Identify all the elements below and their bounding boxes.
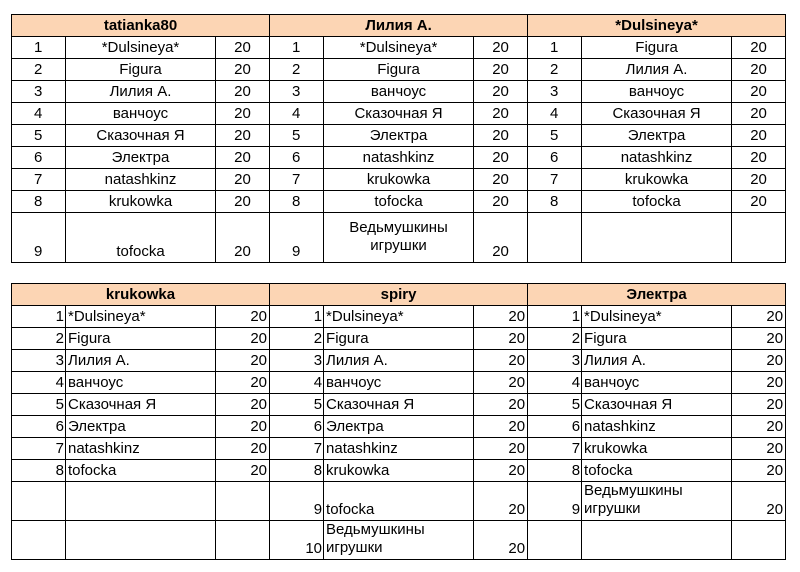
score: 20 xyxy=(474,213,528,263)
table-row xyxy=(12,103,786,125)
row-number: 5 xyxy=(270,125,324,147)
table-row xyxy=(12,81,786,103)
participant-name: *Dulsineya* xyxy=(582,306,732,328)
participant-name: natashkinz xyxy=(582,147,732,169)
score: 20 xyxy=(732,460,786,482)
participant-name xyxy=(66,482,216,521)
table-row xyxy=(12,350,786,372)
table-row xyxy=(12,328,786,350)
participant-name: Figura xyxy=(66,59,216,81)
block-title: *Dulsineya* xyxy=(528,15,786,37)
score: 20 xyxy=(732,328,786,350)
participant-name: Сказочная Я xyxy=(324,394,474,416)
participant-name: tofocka xyxy=(66,213,216,263)
participant-name: Электра xyxy=(324,416,474,438)
row-number: 9 xyxy=(12,213,66,263)
score: 20 xyxy=(732,125,786,147)
table-row xyxy=(12,125,786,147)
table-row xyxy=(12,59,786,81)
table-row xyxy=(12,394,786,416)
row-number: 1 xyxy=(270,37,324,59)
participant-name: natashkinz xyxy=(324,147,474,169)
score: 20 xyxy=(474,81,528,103)
row-number xyxy=(12,482,66,521)
score: 20 xyxy=(216,394,270,416)
score: 20 xyxy=(732,169,786,191)
row-number: 8 xyxy=(12,460,66,482)
score: 20 xyxy=(216,37,270,59)
table-row xyxy=(12,482,786,521)
score xyxy=(216,521,270,560)
row-number: 7 xyxy=(12,438,66,460)
row-number: 5 xyxy=(528,394,582,416)
row-number: 5 xyxy=(528,125,582,147)
participant-name: Figura xyxy=(66,328,216,350)
table-row xyxy=(12,169,786,191)
participant-name: ванчоус xyxy=(66,103,216,125)
row-number: 4 xyxy=(528,103,582,125)
row-number: 5 xyxy=(12,125,66,147)
block-title: Лилия А. xyxy=(270,15,528,37)
row-number xyxy=(528,213,582,263)
row-number: 9 xyxy=(528,482,582,521)
score: 20 xyxy=(474,37,528,59)
participant-name: *Dulsineya* xyxy=(66,37,216,59)
score: 20 xyxy=(732,191,786,213)
row-number: 4 xyxy=(12,103,66,125)
score: 20 xyxy=(474,328,528,350)
row-number: 3 xyxy=(270,350,324,372)
score: 20 xyxy=(474,482,528,521)
row-number: 8 xyxy=(12,191,66,213)
participant-name: natashkinz xyxy=(66,438,216,460)
participant-name: *Dulsineya* xyxy=(66,306,216,328)
row-number: 1 xyxy=(12,37,66,59)
score: 20 xyxy=(474,460,528,482)
participant-name: Лилия А. xyxy=(324,350,474,372)
score: 20 xyxy=(474,191,528,213)
row-number: 6 xyxy=(528,416,582,438)
participant-name: Сказочная Я xyxy=(66,394,216,416)
header-row xyxy=(12,284,786,306)
participant-name: Ведьмушкины игрушки xyxy=(324,521,474,560)
table-row xyxy=(12,521,786,560)
score: 20 xyxy=(474,416,528,438)
score: 20 xyxy=(732,103,786,125)
score: 20 xyxy=(216,350,270,372)
row-number: 9 xyxy=(270,213,324,263)
participant-name: *Dulsineya* xyxy=(324,306,474,328)
participant-name: Figura xyxy=(324,328,474,350)
score: 20 xyxy=(216,372,270,394)
score: 20 xyxy=(474,147,528,169)
score: 20 xyxy=(216,213,270,263)
row-number: 1 xyxy=(528,37,582,59)
score: 20 xyxy=(216,147,270,169)
block-title: tatianka80 xyxy=(12,15,270,37)
row-number: 4 xyxy=(12,372,66,394)
participant-name: Figura xyxy=(324,59,474,81)
table-body xyxy=(12,284,786,560)
row-number: 4 xyxy=(270,372,324,394)
score: 20 xyxy=(216,306,270,328)
score: 20 xyxy=(474,169,528,191)
row-number: 10 xyxy=(270,521,324,560)
participant-name: ванчоус xyxy=(582,81,732,103)
row-number: 6 xyxy=(12,147,66,169)
score: 20 xyxy=(732,416,786,438)
participant-name: tofocka xyxy=(324,191,474,213)
score: 20 xyxy=(732,37,786,59)
score: 20 xyxy=(474,59,528,81)
score: 20 xyxy=(216,191,270,213)
participant-name: ванчоус xyxy=(582,372,732,394)
row-number: 3 xyxy=(12,350,66,372)
row-number: 1 xyxy=(528,306,582,328)
row-number: 7 xyxy=(270,438,324,460)
participant-name: Сказочная Я xyxy=(324,103,474,125)
score: 20 xyxy=(732,306,786,328)
participant-name xyxy=(582,521,732,560)
row-number: 2 xyxy=(270,59,324,81)
row-number: 6 xyxy=(270,416,324,438)
score: 20 xyxy=(216,81,270,103)
score: 20 xyxy=(216,59,270,81)
score: 20 xyxy=(216,125,270,147)
row-number: 7 xyxy=(12,169,66,191)
participant-name: natashkinz xyxy=(582,416,732,438)
row-number: 5 xyxy=(270,394,324,416)
participant-name: Лилия А. xyxy=(66,350,216,372)
rating-table-bottom xyxy=(11,283,786,560)
score: 20 xyxy=(216,328,270,350)
row-number xyxy=(528,521,582,560)
participant-name: Лилия А. xyxy=(582,59,732,81)
participant-name: Figura xyxy=(582,37,732,59)
score: 20 xyxy=(474,394,528,416)
row-number: 7 xyxy=(270,169,324,191)
block-title: spiry xyxy=(270,284,528,306)
row-number: 2 xyxy=(12,328,66,350)
score: 20 xyxy=(732,350,786,372)
table-row xyxy=(12,213,786,263)
table-row xyxy=(12,438,786,460)
rating-table-top xyxy=(11,14,786,263)
score: 20 xyxy=(732,394,786,416)
block-title: krukowka xyxy=(12,284,270,306)
table-body xyxy=(12,15,786,263)
participant-name: tofocka xyxy=(324,482,474,521)
row-number xyxy=(12,521,66,560)
score: 20 xyxy=(474,306,528,328)
row-number: 3 xyxy=(270,81,324,103)
participant-name: Электра xyxy=(66,147,216,169)
participant-name: Ведьмушкины игрушки xyxy=(324,213,474,263)
score xyxy=(732,213,786,263)
participant-name: krukowka xyxy=(324,460,474,482)
row-number: 2 xyxy=(528,59,582,81)
row-number: 7 xyxy=(528,438,582,460)
row-number: 2 xyxy=(12,59,66,81)
participant-name: Электра xyxy=(66,416,216,438)
row-number: 3 xyxy=(528,350,582,372)
score: 20 xyxy=(732,482,786,521)
header-row xyxy=(12,15,786,37)
row-number: 6 xyxy=(528,147,582,169)
row-number: 9 xyxy=(270,482,324,521)
row-number: 7 xyxy=(528,169,582,191)
participant-name: Электра xyxy=(582,125,732,147)
row-number: 8 xyxy=(528,191,582,213)
row-number: 3 xyxy=(528,81,582,103)
row-number: 8 xyxy=(270,191,324,213)
score: 20 xyxy=(216,438,270,460)
participant-name: Сказочная Я xyxy=(582,394,732,416)
participant-name: ванчоус xyxy=(324,372,474,394)
table-row xyxy=(12,306,786,328)
table-row xyxy=(12,147,786,169)
table-row xyxy=(12,460,786,482)
row-number: 6 xyxy=(270,147,324,169)
table-row xyxy=(12,191,786,213)
score: 20 xyxy=(216,103,270,125)
participant-name: krukowka xyxy=(582,169,732,191)
row-number: 6 xyxy=(12,416,66,438)
table-row xyxy=(12,37,786,59)
row-number: 2 xyxy=(528,328,582,350)
score: 20 xyxy=(732,81,786,103)
participant-name: natashkinz xyxy=(66,169,216,191)
participant-name: Лилия А. xyxy=(582,350,732,372)
score: 20 xyxy=(474,125,528,147)
score: 20 xyxy=(474,372,528,394)
participant-name: Лилия А. xyxy=(66,81,216,103)
row-number: 4 xyxy=(270,103,324,125)
row-number: 5 xyxy=(12,394,66,416)
table-row xyxy=(12,372,786,394)
score: 20 xyxy=(474,521,528,560)
participant-name: Электра xyxy=(324,125,474,147)
score: 20 xyxy=(732,438,786,460)
row-number: 8 xyxy=(528,460,582,482)
row-number: 1 xyxy=(270,306,324,328)
participant-name: tofocka xyxy=(66,460,216,482)
score: 20 xyxy=(216,416,270,438)
participant-name: Сказочная Я xyxy=(66,125,216,147)
participant-name: natashkinz xyxy=(324,438,474,460)
score: 20 xyxy=(216,460,270,482)
participant-name: krukowka xyxy=(582,438,732,460)
participant-name xyxy=(66,521,216,560)
participant-name: tofocka xyxy=(582,191,732,213)
row-number: 8 xyxy=(270,460,324,482)
participant-name: krukowka xyxy=(324,169,474,191)
score xyxy=(732,521,786,560)
row-number: 3 xyxy=(12,81,66,103)
row-number: 4 xyxy=(528,372,582,394)
block-title: Электра xyxy=(528,284,786,306)
participant-name: *Dulsineya* xyxy=(324,37,474,59)
participant-name: ванчоус xyxy=(324,81,474,103)
participant-name: Ведьмушкины игрушки xyxy=(582,482,732,521)
score: 20 xyxy=(732,59,786,81)
score: 20 xyxy=(732,147,786,169)
score: 20 xyxy=(732,372,786,394)
score: 20 xyxy=(216,169,270,191)
score xyxy=(216,482,270,521)
participant-name: ванчоус xyxy=(66,372,216,394)
participant-name: Figura xyxy=(582,328,732,350)
row-number: 2 xyxy=(270,328,324,350)
score: 20 xyxy=(474,438,528,460)
score: 20 xyxy=(474,103,528,125)
score: 20 xyxy=(474,350,528,372)
participant-name xyxy=(582,213,732,263)
table-row xyxy=(12,416,786,438)
participant-name: tofocka xyxy=(582,460,732,482)
row-number: 1 xyxy=(12,306,66,328)
participant-name: krukowka xyxy=(66,191,216,213)
participant-name: Сказочная Я xyxy=(582,103,732,125)
